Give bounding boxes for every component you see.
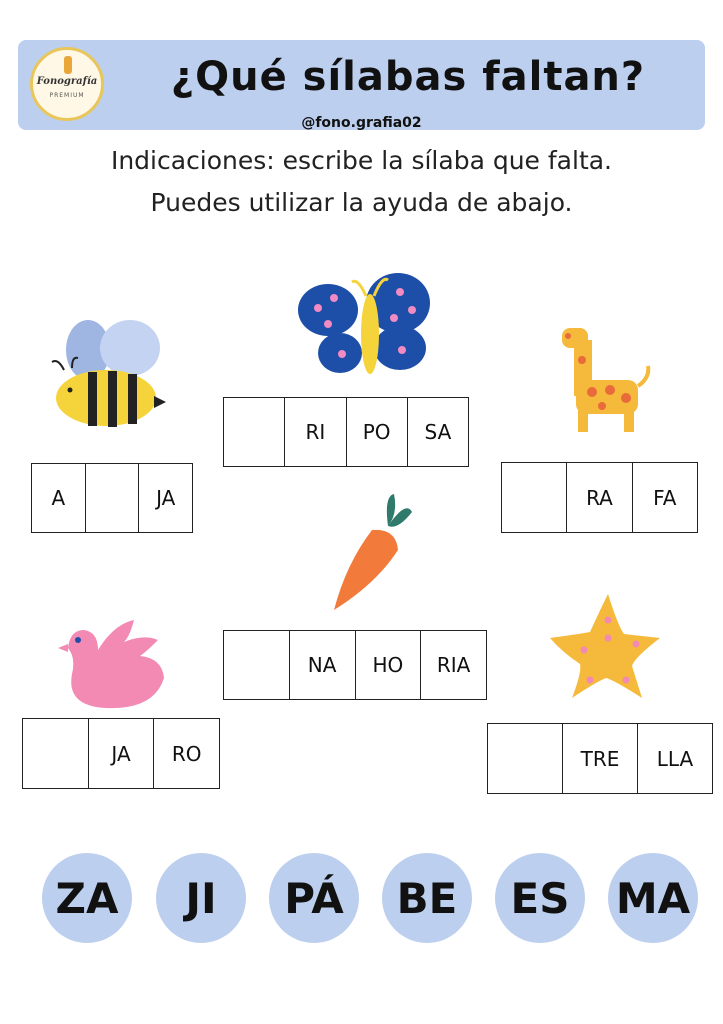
- syllable-blank[interactable]: [224, 398, 284, 466]
- instruction-line-2: Puedes utilizar la ayuda de abajo.: [150, 188, 573, 217]
- bird-icon: [54, 614, 168, 714]
- syllable-blank[interactable]: [224, 631, 289, 699]
- pencil-icon: [64, 56, 72, 74]
- syllable-cell: PO: [346, 398, 407, 466]
- word-row-jirafa: [501, 462, 698, 533]
- syllable-cell: SA: [407, 398, 468, 466]
- syllable-cell: A: [51, 486, 66, 510]
- butterfly-icon: [298, 268, 433, 380]
- word-row-estrella: [487, 723, 713, 794]
- option-pa[interactable]: PÁ: [269, 853, 359, 943]
- option-es[interactable]: ES: [495, 853, 585, 943]
- logo-text: Fonografía: [36, 76, 98, 87]
- option-ji[interactable]: JI: [156, 853, 246, 943]
- syllable-cell: HO: [355, 631, 421, 699]
- logo-sub: PREMIUM: [49, 92, 85, 99]
- syllable-cell: JA: [138, 464, 192, 532]
- syllable-cell: RA: [566, 463, 631, 532]
- syllable-cell: RI: [284, 398, 345, 466]
- option-ma[interactable]: MA: [608, 853, 698, 943]
- syllable-cell: FA: [632, 463, 697, 532]
- fonografia-logo: [30, 47, 104, 121]
- syllable-cell: RO: [153, 719, 219, 788]
- word-row-zanahoria: [223, 630, 487, 700]
- syllable-blank[interactable]: [23, 719, 88, 788]
- word-row-mariposa: [223, 397, 469, 467]
- option-be[interactable]: BE: [382, 853, 472, 943]
- instruction-line-1: Indicaciones: escribe la sílaba que falta.: [110, 146, 613, 175]
- syllable-cell: JA: [88, 719, 154, 788]
- syllable-cell: TRE: [562, 724, 637, 793]
- syllable-blank[interactable]: [85, 464, 139, 532]
- word-row-pajaro: [22, 718, 220, 789]
- giraffe-icon: [552, 320, 656, 436]
- bee-icon: [48, 318, 168, 430]
- word-row-abeja: [31, 463, 193, 533]
- page-title: ¿Qué sílabas faltan?: [170, 54, 646, 100]
- syllable-cell: NA: [289, 631, 355, 699]
- syllable-blank[interactable]: [488, 724, 562, 793]
- carrot-icon: [326, 492, 422, 614]
- option-za[interactable]: ZA: [42, 853, 132, 943]
- syllable-blank[interactable]: [502, 463, 566, 532]
- starfish-icon: [548, 590, 664, 702]
- syllable-cell: LLA: [637, 724, 712, 793]
- author-handle: @fono.grafia02: [301, 115, 422, 131]
- syllable-cell: RIA: [420, 631, 486, 699]
